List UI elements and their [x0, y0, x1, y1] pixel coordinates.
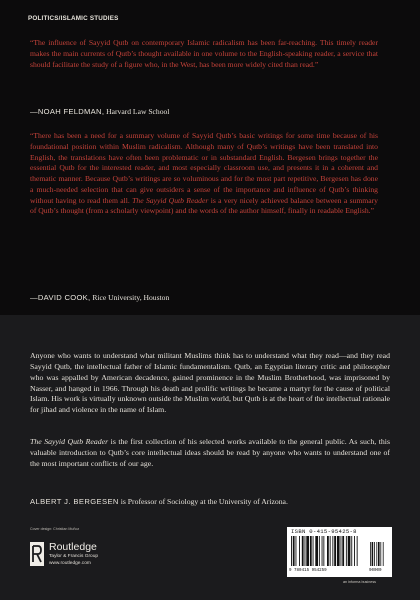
routledge-logo-icon — [30, 542, 44, 566]
endorsement-quote-cook — [30, 131, 378, 217]
description-paragraph-2 — [30, 437, 390, 470]
isbn-barcode-block — [287, 527, 392, 577]
author-description: is Professor of Sociology at the University of Arizona. — [120, 497, 288, 506]
isbn-label: ISBN 0-415-95425-8 — [291, 528, 357, 535]
endorser-affiliation: Harvard Law School — [106, 107, 170, 116]
author-bio — [30, 497, 390, 506]
endorsement-quote-feldman: “The influence of Sayyid Qutb on contemporary Islamic radicalism has been far-reaching. This timely reader makes the main currents of Qutb’s thought available in one volume to the English-speaking reader, a service that should facilitate the study of a figure who, in the West, has been more widely cited than read.” — [30, 38, 378, 69]
publisher-block — [30, 540, 170, 570]
endorsement-attribution-cook — [30, 293, 169, 302]
quote-text-part1: “There has been a need for a summary volume of Sayyid Qutb’s basic writings for some time because of his foundational position within Muslim radicalism. Although many of Qutb’s writings have been translated into English, the translations have often been problematic or in substandard English. Bergesen brings together the essential Qutb for the interested reader, and most especially classroom use, and presents it in a coherent and thematic manner. Because Qutb’s writings are so voluminous and for the most part repetitive, Bergesen has done a much-needed selection that can give outsiders a sense of the importance and influence of Qutb’s thinking without having to read them all. — [30, 131, 378, 205]
quote-text-part2: is a very nicely achieved balance between a summary of Qutb’s thought (from a scholarly viewpoint) and the words of the author himself, finally in readable English.” — [30, 195, 379, 216]
endorser-name: —NOAH FELDMAN, — [30, 107, 105, 116]
description-book-title: The Sayyid Qutb Reader — [30, 437, 109, 446]
publisher-group: Taylor & Francis Group — [49, 554, 99, 559]
barcode-icon — [291, 536, 388, 568]
quote-book-title: The Sayyid Qutb Reader — [132, 195, 209, 205]
description-paragraph-1: Anyone who wants to understand what militant Muslims think has to understand what they read—and they read Sayyid Qutb, the intellectual father of Islamic fundamentalism. Qutb, an Egyptian literary critic and philosopher who was appalled by American decadence, gained prominence in the Muslim Brotherhood, was imprisoned by Nasser, and hanged in 1966. Through his death and prolific writings he became a martyr for the cause of political Islam. His work is virtually unknown outside the Muslim world, but Qutb is at the heart of the intellectual rationale for jihad and violence in the name of Islam. — [30, 351, 390, 415]
imprint-note: an informa business — [343, 580, 377, 584]
publisher-url: www.routledge.com — [49, 561, 91, 566]
cover-design-credit: Cover design: Christian Muñoz — [30, 527, 80, 531]
author-name: ALBERT J. BERGESEN — [30, 497, 119, 506]
endorser-name: —DAVID COOK, — [30, 293, 91, 302]
publisher-name: Routledge — [49, 541, 97, 553]
category-label: POLITICS/ISLAMIC STUDIES — [28, 15, 119, 22]
endorser-affiliation: Rice University, Houston — [92, 293, 170, 302]
endorsement-attribution-feldman — [30, 107, 169, 116]
isbn-digits: 9 780415 954259 — [289, 569, 327, 573]
description-text: is the first collection of his selected works available to the general public. As such, this valuable introduction to Qutb’s core intellectual ideas should be read by anyone who wants to understand one of the most important conflicts of our age. — [30, 437, 391, 468]
price-code: 90000 — [369, 569, 382, 573]
